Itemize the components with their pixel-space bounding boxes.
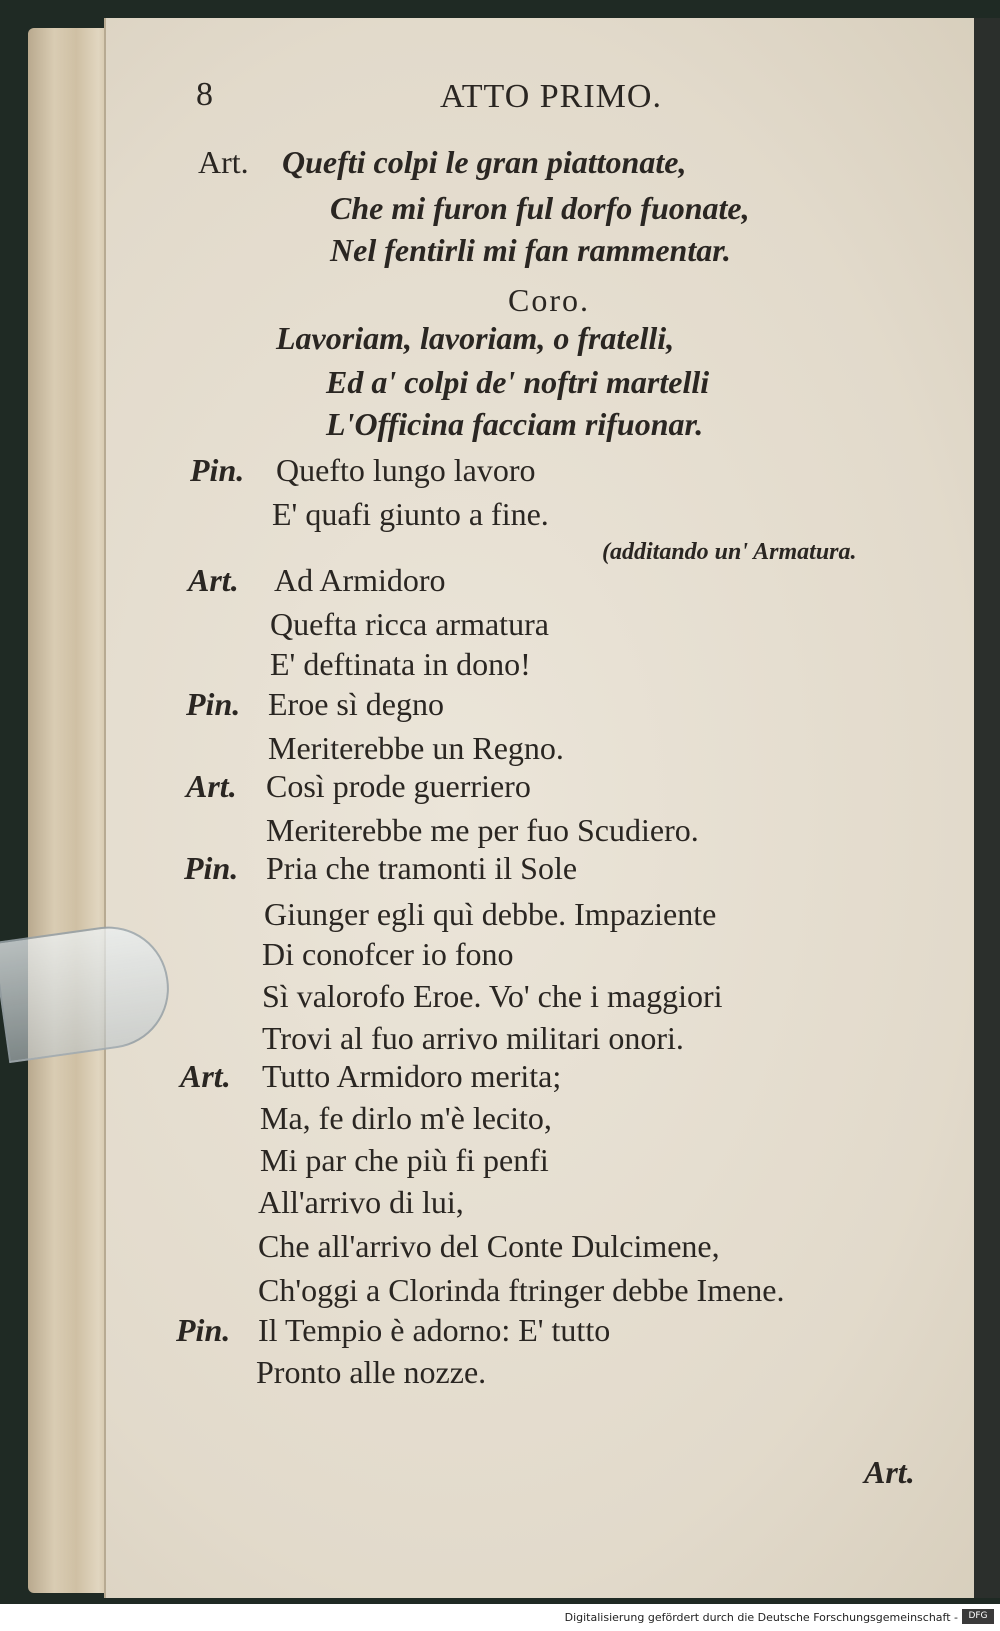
page-edges	[28, 28, 116, 1593]
footer-credit: Digitalisierung gefördert durch die Deutsche Forschungsgemeinschaft -	[564, 1611, 958, 1624]
verse-line: Ad Armidoro	[274, 562, 446, 598]
speaker-label: Pin.	[176, 1312, 231, 1348]
verse-line: Meriterebbe un Regno.	[268, 730, 564, 766]
verse-line: Mi par che più fi penfi	[260, 1142, 549, 1178]
verse-line: Tutto Armidoro merita;	[262, 1058, 562, 1094]
verse-line: Lavoriam, lavoriam, o fratelli,	[276, 320, 675, 356]
verse-line: Quefto lungo lavoro	[276, 452, 536, 488]
verse-line: Giunger egli quì debbe. Impaziente	[264, 896, 717, 932]
verse-line: All'arrivo di lui,	[258, 1184, 464, 1220]
verse-line: Così prode guerriero	[266, 768, 531, 804]
page-number: 8	[196, 76, 214, 113]
verse-line: Che mi furon ful dorfo fuonate,	[330, 190, 750, 226]
verse-line: Pronto alle nozze.	[256, 1354, 487, 1390]
verse-line: Sì valorofo Eroe. Vo' che i maggiori	[262, 978, 723, 1014]
verse-line: Ed a' colpi de' noftri martelli	[326, 364, 710, 400]
chorus-heading: Coro.	[508, 282, 590, 318]
speaker-label: Pin.	[190, 452, 245, 488]
verse-line: E' deftinata in dono!	[270, 646, 531, 682]
dfg-logo: DFG	[962, 1609, 994, 1624]
verse-line: Nel fentirli mi fan rammentar.	[330, 232, 731, 268]
verse-line: Pria che tramonti il Sole	[266, 850, 578, 886]
speaker-label: Art.	[186, 768, 237, 804]
verse-line: Ma, fe dirlo m'è lecito,	[260, 1100, 552, 1136]
verse-line: Quefti colpi le gran piattonate,	[282, 144, 687, 180]
speaker-label: Art.	[198, 144, 249, 180]
verse-line: L'Officina facciam rifuonar.	[326, 406, 704, 442]
speaker-label: Pin.	[184, 850, 239, 886]
running-head: ATTO PRIMO.	[440, 78, 662, 115]
verse-line: Trovi al fuo arrivo militari onori.	[262, 1020, 684, 1056]
speaker-label: Art.	[180, 1058, 231, 1094]
verse-line: Meriterebbe me per fuo Scudiero.	[266, 812, 699, 848]
binding-edge	[974, 18, 1000, 1598]
digitization-footer	[0, 1604, 1000, 1631]
stage-direction: (additando un' Armatura.	[602, 539, 857, 565]
verse-line: Eroe sì degno	[268, 686, 444, 722]
verse-line: Di conofcer io fono	[262, 936, 514, 972]
speaker-label: Pin.	[186, 686, 241, 722]
speaker-label: Art.	[188, 562, 239, 598]
verse-line: E' quafi giunto a fine.	[272, 496, 549, 532]
verse-line: Quefta ricca armatura	[270, 606, 549, 642]
verse-line: Che all'arrivo del Conte Dulcimene,	[258, 1228, 720, 1264]
verse-line: Il Tempio è adorno: E' tutto	[258, 1312, 611, 1348]
catchword: Art.	[864, 1454, 915, 1490]
verse-line: Ch'oggi a Clorinda ftringer debbe Imene.	[258, 1272, 785, 1308]
